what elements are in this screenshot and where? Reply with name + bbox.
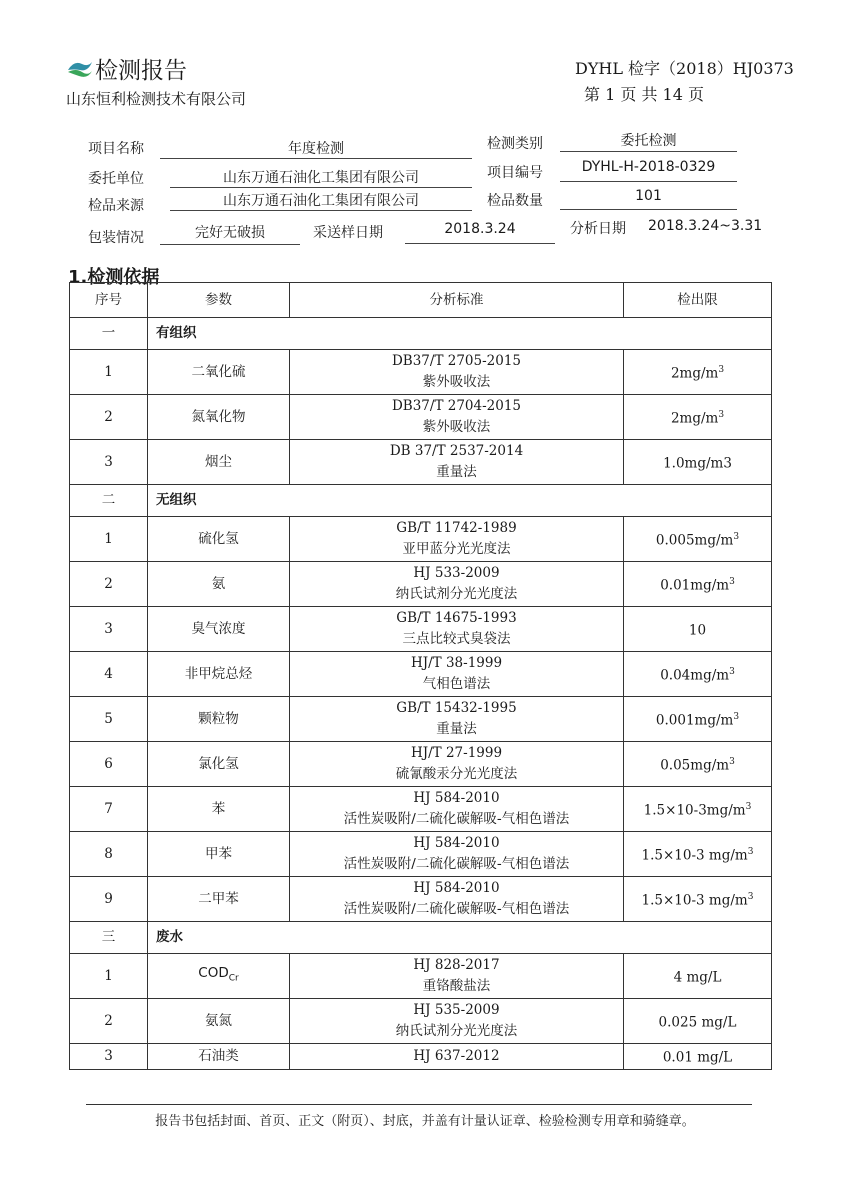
standard-code: GB/T 14675-1993 xyxy=(396,610,517,626)
limit-superscript: 3 xyxy=(729,756,735,767)
param-cell: 氨 xyxy=(148,562,290,607)
standard-cell xyxy=(290,999,624,1044)
limit-cell xyxy=(624,440,772,485)
standard-cell xyxy=(290,350,624,395)
method-text: 活性炭吸附/二硫化碳解吸-气相色谱法 xyxy=(343,856,570,872)
sample-source-label: 检品来源 xyxy=(88,198,144,214)
limit-value: 0.025 mg/L xyxy=(658,1014,737,1031)
standard-cell xyxy=(290,517,624,562)
header-param: 参数 xyxy=(148,283,290,318)
standard-code: HJ 584-2010 xyxy=(413,790,500,806)
standard-code: HJ 584-2010 xyxy=(413,835,500,851)
standard-cell xyxy=(290,652,624,697)
param-cell: 二甲苯 xyxy=(148,877,290,922)
row-number: 8 xyxy=(70,832,148,877)
limit-cell xyxy=(624,350,772,395)
table-row xyxy=(70,395,772,440)
testing-basis-table xyxy=(69,282,772,1070)
table-row xyxy=(70,832,772,877)
row-number: 1 xyxy=(70,517,148,562)
limit-value: 0.001mg/m xyxy=(655,712,734,729)
param-cell: 二氧化硫 xyxy=(148,350,290,395)
standard-code: HJ/T 27-1999 xyxy=(410,745,503,761)
limit-cell xyxy=(624,742,772,787)
standard-cell xyxy=(290,787,624,832)
project-no-value: DYHL-H-2018-0329 xyxy=(560,159,737,182)
method-text: 重量法 xyxy=(436,464,477,480)
packaging-label: 包装情况 xyxy=(88,230,144,246)
project-name-value: 年度检测 xyxy=(160,138,472,159)
group-number: 二 xyxy=(70,485,148,517)
analysis-date-value: 2018.3.24~3.31 xyxy=(648,218,763,234)
group-number: 三 xyxy=(70,922,148,954)
footer-divider xyxy=(86,1104,752,1105)
table-row xyxy=(70,517,772,562)
standard-cell xyxy=(290,440,624,485)
param-cell: 颗粒物 xyxy=(148,697,290,742)
packaging-value: 完好无破损 xyxy=(160,222,300,245)
limit-value: 2mg/m xyxy=(670,410,719,427)
limit-superscript: 3 xyxy=(733,711,740,722)
limit-cell xyxy=(624,517,772,562)
row-number: 2 xyxy=(70,999,148,1044)
sample-source-value: 山东万通石油化工集团有限公司 xyxy=(170,190,472,211)
limit-value: 0.01mg/m xyxy=(660,577,730,594)
limit-superscript: 3 xyxy=(733,531,740,542)
standard-code: GB/T 11742-1989 xyxy=(396,520,517,536)
method-text: 硫氰酸汞分光光度法 xyxy=(395,766,518,782)
limit-superscript: 3 xyxy=(745,801,752,812)
param-cell: $COD_{Cr}$ xyxy=(148,954,290,999)
param-cell: 氯化氢 xyxy=(148,742,290,787)
standard-code: DB 37/T 2537-2014 xyxy=(389,443,524,459)
param-cell: 烟尘 xyxy=(148,440,290,485)
table-row xyxy=(70,440,772,485)
limit-cell xyxy=(624,877,772,922)
limit-value: 4 mg/L xyxy=(673,969,722,986)
param-cell: 甲苯 xyxy=(148,832,290,877)
limit-value: 0.005mg/m xyxy=(655,532,734,549)
group-name: 有组织 xyxy=(148,318,772,350)
standard-code: HJ 828-2017 xyxy=(413,957,500,973)
standard-code: GB/T 15432-1995 xyxy=(396,700,517,716)
limit-value: 1.5×10-3mg/m xyxy=(643,802,746,819)
header-no: 序号 xyxy=(70,283,148,318)
method-text: 气相色谱法 xyxy=(422,676,491,692)
sampling-date-label: 采送样日期 xyxy=(313,225,383,241)
method-text: 三点比较式臭袋法 xyxy=(402,631,511,647)
limit-cell xyxy=(624,395,772,440)
row-number: 4 xyxy=(70,652,148,697)
limit-value: 1.0mg/m3 xyxy=(663,455,732,472)
limit-superscript: 3 xyxy=(729,576,735,587)
table-row xyxy=(70,697,772,742)
page-indicator: 第 1 页 共 14 页 xyxy=(584,85,704,104)
standard-code: DB37/T 2705-2015 xyxy=(391,353,522,369)
limit-value: 0.01 mg/L xyxy=(662,1049,733,1066)
standard-cell xyxy=(290,832,624,877)
project-no-label: 项目编号 xyxy=(487,165,543,181)
standard-cell xyxy=(290,742,624,787)
standard-cell xyxy=(290,954,624,999)
param-cell: 硫化氢 xyxy=(148,517,290,562)
test-type-label: 检测类别 xyxy=(487,136,543,152)
standard-code: HJ 535-2009 xyxy=(413,1002,500,1018)
limit-superscript: 3 xyxy=(718,364,725,375)
limit-cell xyxy=(624,954,772,999)
test-type-value: 委托检测 xyxy=(560,130,737,152)
row-number: 3 xyxy=(70,440,148,485)
standard-code: HJ 584-2010 xyxy=(413,880,500,896)
company-logo-icon xyxy=(66,58,94,80)
standard-cell xyxy=(290,697,624,742)
limit-value: 0.05mg/m xyxy=(660,757,730,774)
row-number: 3 xyxy=(70,1044,148,1070)
param-subscript: Cr xyxy=(228,973,239,984)
table-body xyxy=(70,318,772,1070)
table-row xyxy=(70,954,772,999)
limit-cell xyxy=(624,832,772,877)
method-text: 纳氏试剂分光光度法 xyxy=(395,586,518,602)
analysis-date-label: 分析日期 xyxy=(570,221,626,237)
section-title: 1.检测依据 xyxy=(68,267,160,288)
limit-cell xyxy=(624,562,772,607)
table-group-row xyxy=(70,922,772,954)
sample-qty-value: 101 xyxy=(560,188,737,210)
limit-value: 0.04mg/m xyxy=(660,667,730,684)
row-number: 6 xyxy=(70,742,148,787)
limit-superscript: 3 xyxy=(729,666,735,677)
table-group-row xyxy=(70,318,772,350)
sample-qty-label: 检品数量 xyxy=(487,193,543,209)
table-row xyxy=(70,607,772,652)
group-name: 废水 xyxy=(148,922,772,954)
method-text: 重铬酸盐法 xyxy=(422,978,491,994)
method-text: 纳氏试剂分光光度法 xyxy=(395,1023,518,1039)
footer-note: 报告书包括封面、首页、正文（附页）、封底，并盖有计量认证章、检验检测专用章和骑缝章。 xyxy=(155,1114,695,1129)
param-cell: 非甲烷总烃 xyxy=(148,652,290,697)
limit-cell xyxy=(624,697,772,742)
param-cell: 苯 xyxy=(148,787,290,832)
param-cell: 臭气浓度 xyxy=(148,607,290,652)
group-number: 一 xyxy=(70,318,148,350)
document-number: DYHL 检字（2018）HJ0373 xyxy=(575,59,794,78)
param-cell: 氮氧化物 xyxy=(148,395,290,440)
row-number: 7 xyxy=(70,787,148,832)
limit-value: 10 xyxy=(688,622,707,639)
row-number: 2 xyxy=(70,395,148,440)
table-group-row xyxy=(70,485,772,517)
row-number: 1 xyxy=(70,954,148,999)
standard-cell xyxy=(290,395,624,440)
limit-cell xyxy=(624,787,772,832)
project-name-label: 项目名称 xyxy=(88,141,144,157)
row-number: 5 xyxy=(70,697,148,742)
row-number: 9 xyxy=(70,877,148,922)
header-standard: 分析标准 xyxy=(290,283,624,318)
table-row xyxy=(70,787,772,832)
row-number: 1 xyxy=(70,350,148,395)
param-cell: 氨氮 xyxy=(148,999,290,1044)
table-row xyxy=(70,999,772,1044)
table-row xyxy=(70,877,772,922)
limit-cell xyxy=(624,607,772,652)
limit-superscript: 3 xyxy=(747,846,754,857)
table-row xyxy=(70,562,772,607)
table-header-row xyxy=(70,283,772,318)
method-text: 活性炭吸附/二硫化碳解吸-气相色谱法 xyxy=(343,811,570,827)
limit-cell xyxy=(624,1044,772,1070)
limit-value: 1.5×10-3 mg/m xyxy=(641,847,748,864)
table-row xyxy=(70,652,772,697)
limit-superscript: 3 xyxy=(747,891,754,902)
standard-code: HJ 637-2012 xyxy=(413,1048,500,1064)
standard-code: DB37/T 2704-2015 xyxy=(391,398,522,414)
limit-value: 1.5×10-3 mg/m xyxy=(641,892,748,909)
header-limit: 检出限 xyxy=(624,283,772,318)
standard-cell xyxy=(290,562,624,607)
method-text: 亚甲蓝分光光度法 xyxy=(402,541,511,557)
table-row xyxy=(70,742,772,787)
standard-code: HJ/T 38-1999 xyxy=(410,655,503,671)
standard-cell xyxy=(290,877,624,922)
limit-superscript: 3 xyxy=(718,409,725,420)
standard-cell xyxy=(290,1044,624,1070)
table-row xyxy=(70,350,772,395)
method-text: 活性炭吸附/二硫化碳解吸-气相色谱法 xyxy=(343,901,570,917)
limit-cell xyxy=(624,652,772,697)
group-name: 无组织 xyxy=(148,485,772,517)
client-label: 委托单位 xyxy=(88,171,144,187)
method-text: 紫外吸收法 xyxy=(422,419,491,435)
standard-code: HJ 533-2009 xyxy=(413,565,500,581)
company-name: 山东恒利检测技术有限公司 xyxy=(66,90,247,108)
client-value: 山东万通石油化工集团有限公司 xyxy=(170,167,472,188)
table-row xyxy=(70,1044,772,1070)
limit-cell xyxy=(624,999,772,1044)
row-number: 2 xyxy=(70,562,148,607)
method-text: 紫外吸收法 xyxy=(422,374,491,390)
param-cell: 石油类 xyxy=(148,1044,290,1070)
standard-cell xyxy=(290,607,624,652)
sampling-date-value: 2018.3.24 xyxy=(405,221,555,244)
row-number: 3 xyxy=(70,607,148,652)
limit-value: 2mg/m xyxy=(670,365,719,382)
report-title: 检测报告 xyxy=(95,58,187,84)
method-text: 重量法 xyxy=(436,721,477,737)
